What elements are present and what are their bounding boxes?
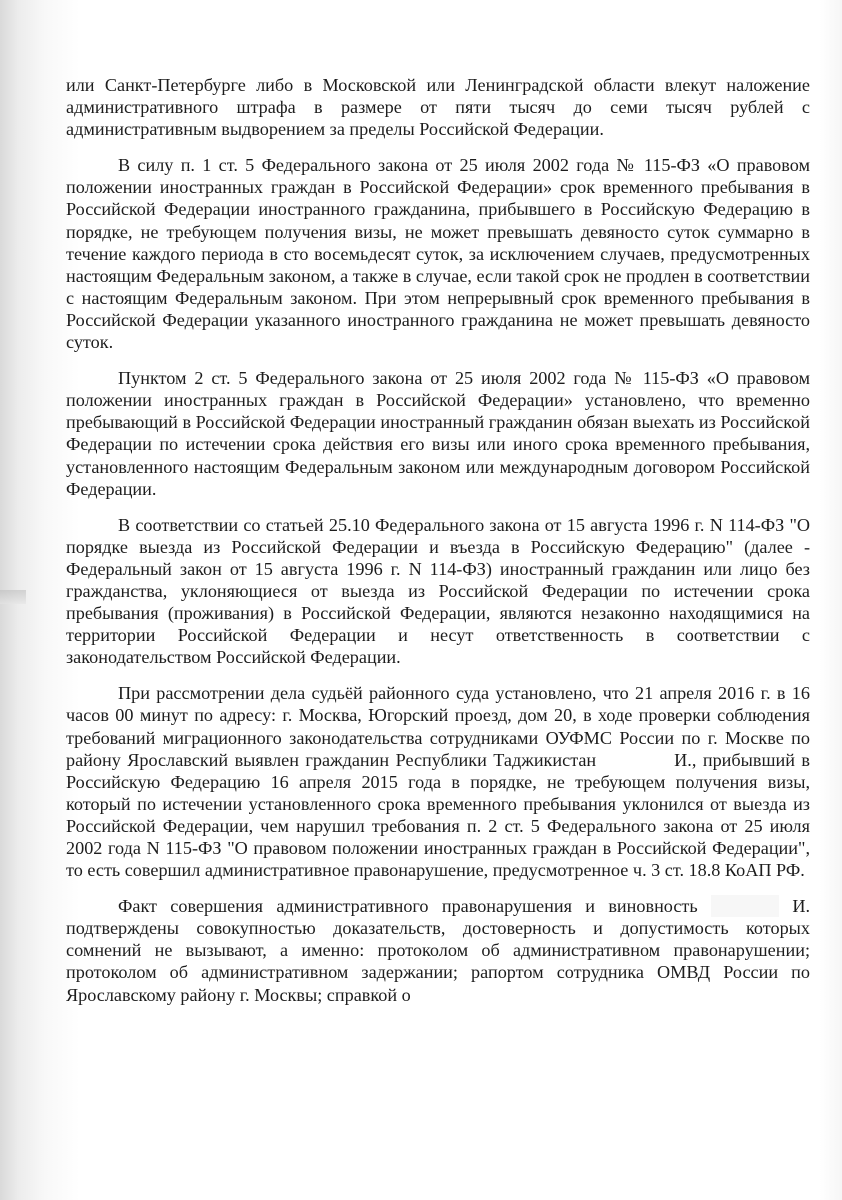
redacted-name-block: [711, 895, 779, 917]
document-body: [66, 74, 810, 1020]
paragraph-court-findings: [66, 682, 810, 881]
paragraph-penalty-end: или Санкт-Петербурге либо в Московской или Ленинградской области влекут наложение административного штрафа в размере от пяти тысяч до семи тысяч рублей с административным выдворением за пределы Российской Федерации.: [66, 75, 810, 140]
paragraph-stay-limit: В силу п. 1 ст. 5 Федерального закона от 25 июля 2002 года № 115-ФЗ «О правовом положении иностранных граждан в Российской Федерации» срок временного пребывания в Российской Федерации иностранного гражданина, прибывшего в Российскую Федерацию в порядке, не требующем получения визы, не может превышать девяносто суток суммарно в течение каждого периода в сто восемьдесят суток, за исключением случаев, предусмотренных настоящим Федеральным законом, а также в случае, если такой срок не продлен в соответствии с настоящим Федеральным законом. При этом непрерывный срок временного пребывания в Российской Федерации указанного иностранного гражданина не может превышать девяносто суток.: [66, 155, 810, 353]
paragraph-exit-obligation: Пунктом 2 ст. 5 Федерального закона от 25 июля 2002 года № 115-ФЗ «О правовом положении иностранных граждан в Российской Федерации» установлено, что временно пребывающий в Российской Федерации иностранный гражданин обязан выехать из Российской Федерации по истечении срока действия его визы или иного срока временного пребывания, установленного настоящим Федеральным законом или международным договором Российской Федерации.: [66, 368, 810, 499]
evidence-text-end: И. подтверждены совокупностью доказательств, достоверность и допустимость которых сомнений не вызывают, а именно: протоколом об административном правонарушении; протоколом об административном задержании; рапортом сотрудника ОМВД России по Ярославскому району г. Москвы; справкой о: [66, 896, 811, 1005]
paper-fold-shadow: [0, 590, 26, 604]
paragraph-law-114: В соответствии со статьей 25.10 Федерального закона от 15 августа 1996 г. N 114-ФЗ "О порядке выезда из Российской Федерации и въезда в Российскую Федерацию" (далее - Федеральный закон от 15 августа 1996 г. N 114-ФЗ) иностранный гражданин или лицо без гражданства, уклоняющиеся от выезда из Российской Федерации по истечении срока пребывания (проживания) в Российской Федерации, являются незаконно находящимися на территории Российской Федерации и несут ответственность в соответствии с законодательством Российской Федерации.: [66, 514, 810, 668]
court-findings-text-end: И., прибывший в Российскую Федерацию 16 апреля 2015 года в порядке, не требующем получения визы, который по истечении установленного срока временного пребывания уклонился от выезда из Российской Федерации, чем нарушил требования п. 2 ст. 5 Федерального закона от 25 июля 2002 года N 115-ФЗ "О правовом положении иностранных граждан в Российской Федерации", то есть совершил административное правонарушение, предусмотренное ч. 3 ст. 18.8 КоАП РФ.: [66, 749, 810, 881]
court-findings-text-start: При рассмотрении дела судьёй районного суда установлено, что 21 апреля 2016 г. в 16 часов 00 минут по адресу: г. Москва, Югорский проезд, дом 20, в ходе проверки соблюдения требований миграционного законодательства сотрудниками ОУФМС России по г. Москве по району Ярославский выявлен гражданин Республики Таджикистан: [66, 683, 810, 770]
evidence-text-start: Факт совершения административного правонарушения и виновность: [118, 896, 698, 917]
paragraph-evidence: [66, 895, 810, 1005]
